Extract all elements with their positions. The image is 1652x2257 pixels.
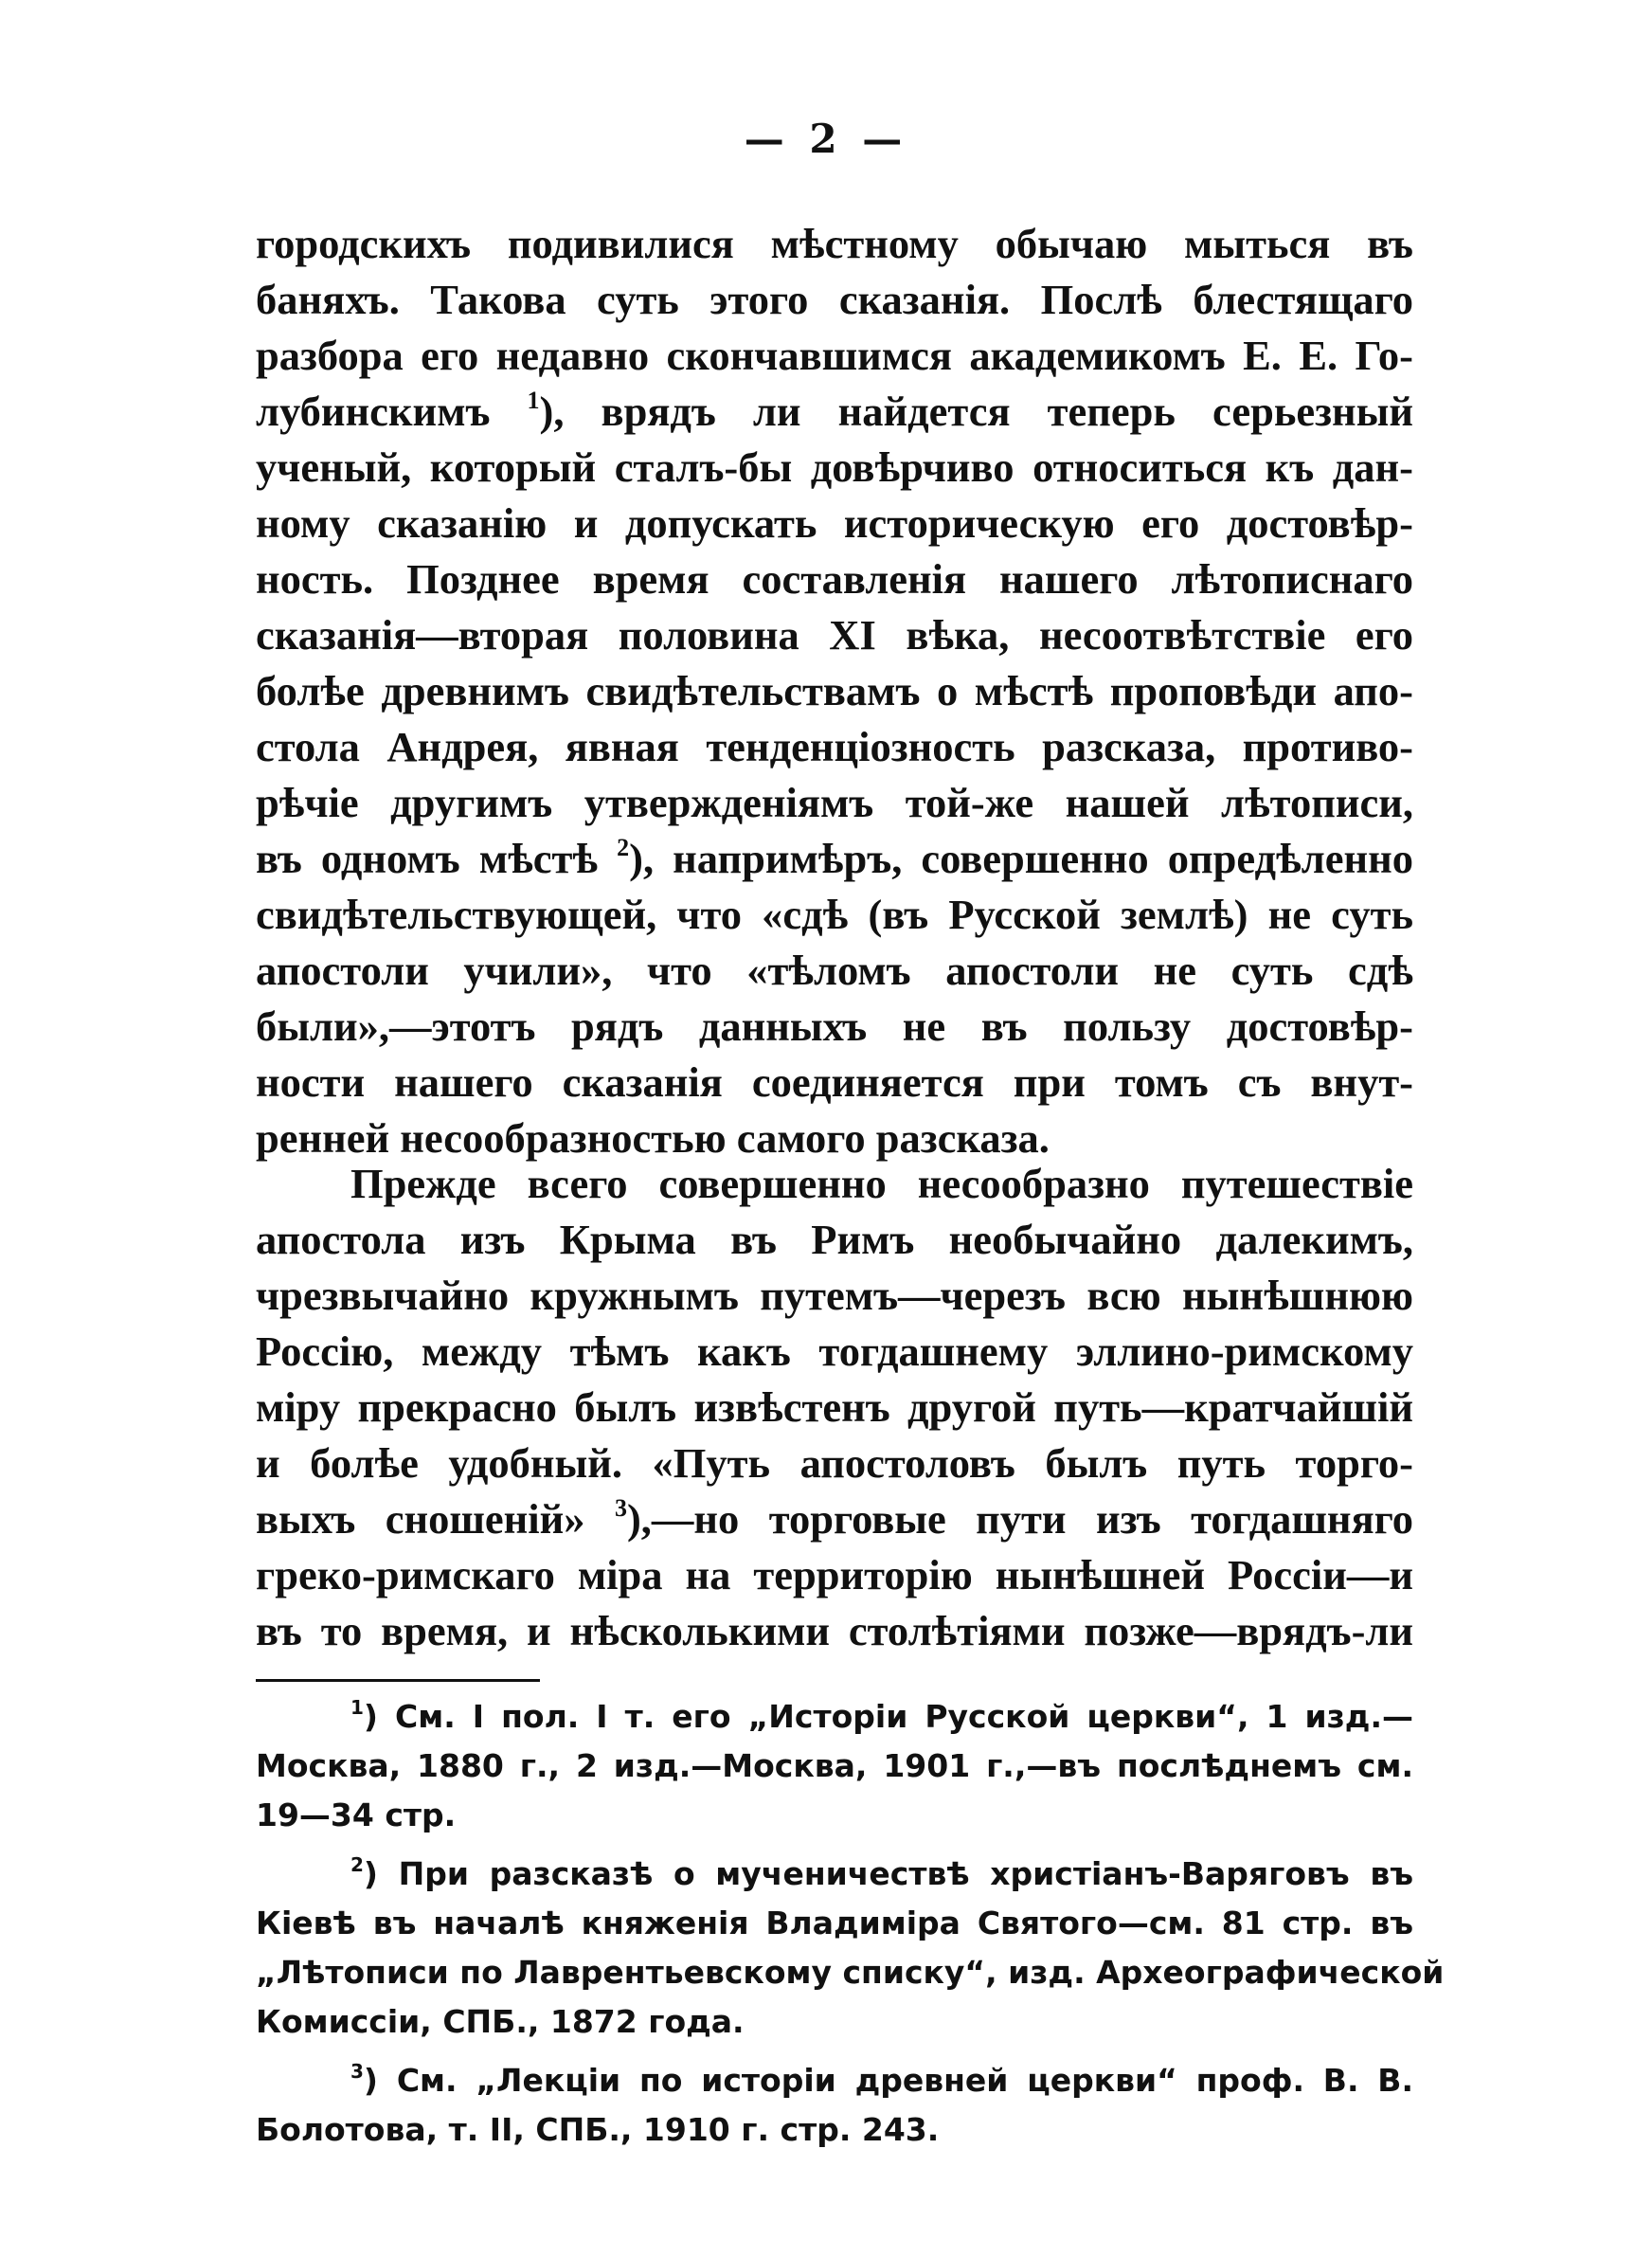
footnote-mark: 1: [350, 1696, 364, 1719]
text-line: и болѣе удобный. «Путь апостоловъ былъ путь торго-: [256, 1439, 1413, 1487]
paragraph-2: [256, 1156, 1413, 1659]
footnote-line: [256, 1850, 1413, 1899]
footnote-1: [256, 1692, 1413, 1840]
footnotes: [256, 1692, 1445, 2164]
text-line: міру прекрасно былъ извѣстенъ другой путь—кратчайшій: [256, 1383, 1413, 1431]
text-fragment: въ одномъ мѣстѣ: [256, 835, 599, 882]
text-fragment: выхъ сношеній»: [256, 1495, 585, 1543]
paragraph-1: [256, 216, 1413, 1166]
footnote-line: Комиссіи, СПБ., 1872 года.: [256, 2003, 745, 2040]
page-number: — 2 —: [744, 116, 908, 162]
footnote-mark: 3: [350, 2060, 364, 2083]
text-fragment: ),—но торговые пути изъ тогдашняго: [626, 1495, 1413, 1543]
text-fragment: ), врядъ ли найдется теперь серьезный: [539, 388, 1414, 435]
footnote-mark: 2: [350, 1853, 364, 1876]
footnote-3: [256, 2056, 1413, 2155]
text-line-with-note: [256, 1491, 1413, 1547]
footnote-ref-2: 2: [617, 834, 630, 861]
text-fragment: ) При разсказѣ о мученичествѣ христіанъ-Варяговъ въ: [363, 1855, 1413, 1892]
footnote-line: [256, 1692, 1413, 1742]
text-line: сказанія—вторая половина XI вѣка, несоотвѣтствіе его: [256, 611, 1413, 659]
text-line: ному сказанію и допускать историческую его достовѣр-: [256, 499, 1413, 547]
text-line: Прежде всего совершенно несообразно путешествіе: [350, 1160, 1413, 1207]
text-line: ренней несообразностью самого разсказа.: [256, 1114, 1050, 1162]
text-fragment: ) См. „Лекціи по исторіи древней церкви“ проф. В. В.: [363, 2062, 1413, 2099]
footnote-ref-1: 1: [527, 387, 540, 414]
text-line: свидѣтельствующей, что «сдѣ (въ Русской землѣ) не суть: [256, 891, 1413, 938]
footnote-divider: [256, 1679, 540, 1682]
footnote-ref-3: 3: [614, 1494, 627, 1522]
text-line: Россію, между тѣмъ какъ тогдашнему эллино-римскому: [256, 1327, 1413, 1375]
text-line: городскихъ подивилися мѣстному обычаю мыться въ: [256, 220, 1413, 267]
text-line-with-note: [256, 384, 1413, 440]
text-fragment: ) См. I пол. I т. его „Исторіи Русской церкви“, 1 изд.—: [363, 1698, 1413, 1735]
text-line: апостола изъ Крыма въ Римъ необычайно далекимъ,: [256, 1216, 1413, 1263]
text-line: апостоли учили», что «тѣломъ апостоли не суть сдѣ: [256, 947, 1413, 994]
footnote-line: Болотова, т. II, СПБ., 1910 г. стр. 243.: [256, 2111, 940, 2148]
footnote-line: „Лѣтописи по Лаврентьевскому списку“, изд. Археографической: [256, 1954, 1445, 1991]
text-line: стола Андрея, явная тенденціозность разсказа, противо-: [256, 723, 1413, 770]
text-line: были»,—этотъ рядъ данныхъ не въ пользу достовѣр-: [256, 1002, 1413, 1050]
text-line: ность. Позднее время составленія нашего лѣтописнаго: [256, 555, 1413, 603]
footnote-line: [256, 2056, 1413, 2105]
text-line: ученый, который сталъ-бы довѣрчиво относиться къ дан-: [256, 443, 1413, 491]
text-line: въ то время, и нѣсколькими столѣтіями позже—врядъ-ли: [256, 1607, 1413, 1654]
text-fragment: ), напримѣръ, совершенно опредѣленно: [629, 835, 1413, 882]
text-line: чрезвычайно кружнымъ путемъ—черезъ всю нынѣшнюю: [256, 1272, 1413, 1319]
text-line: греко-римскаго міра на территорію нынѣшней Россіи—и: [256, 1551, 1413, 1598]
text-fragment: лубинскимъ: [256, 388, 491, 435]
text-line: баняхъ. Такова суть этого сказанія. Послѣ блестящаго: [256, 276, 1413, 323]
footnote-line: Кіевѣ въ началѣ княженія Владиміра Святого—см. 81 стр. въ: [256, 1905, 1413, 1941]
text-line: болѣе древнимъ свидѣтельствамъ о мѣстѣ проповѣди апо-: [256, 667, 1413, 714]
footnote-line: 19—34 стр.: [256, 1797, 457, 1833]
footnote-2: [256, 1850, 1445, 2047]
text-line-with-note: [256, 831, 1413, 887]
text-line: ности нашего сказанія соединяется при томъ съ внут-: [256, 1058, 1413, 1106]
text-line: рѣчіе другимъ утвержденіямъ той-же нашей лѣтописи,: [256, 779, 1413, 826]
text-line: разбора его недавно скончавшимся академикомъ Е. Е. Го-: [256, 332, 1413, 379]
footnote-line: Москва, 1880 г., 2 изд.—Москва, 1901 г.,—въ послѣднемъ см.: [256, 1747, 1413, 1784]
